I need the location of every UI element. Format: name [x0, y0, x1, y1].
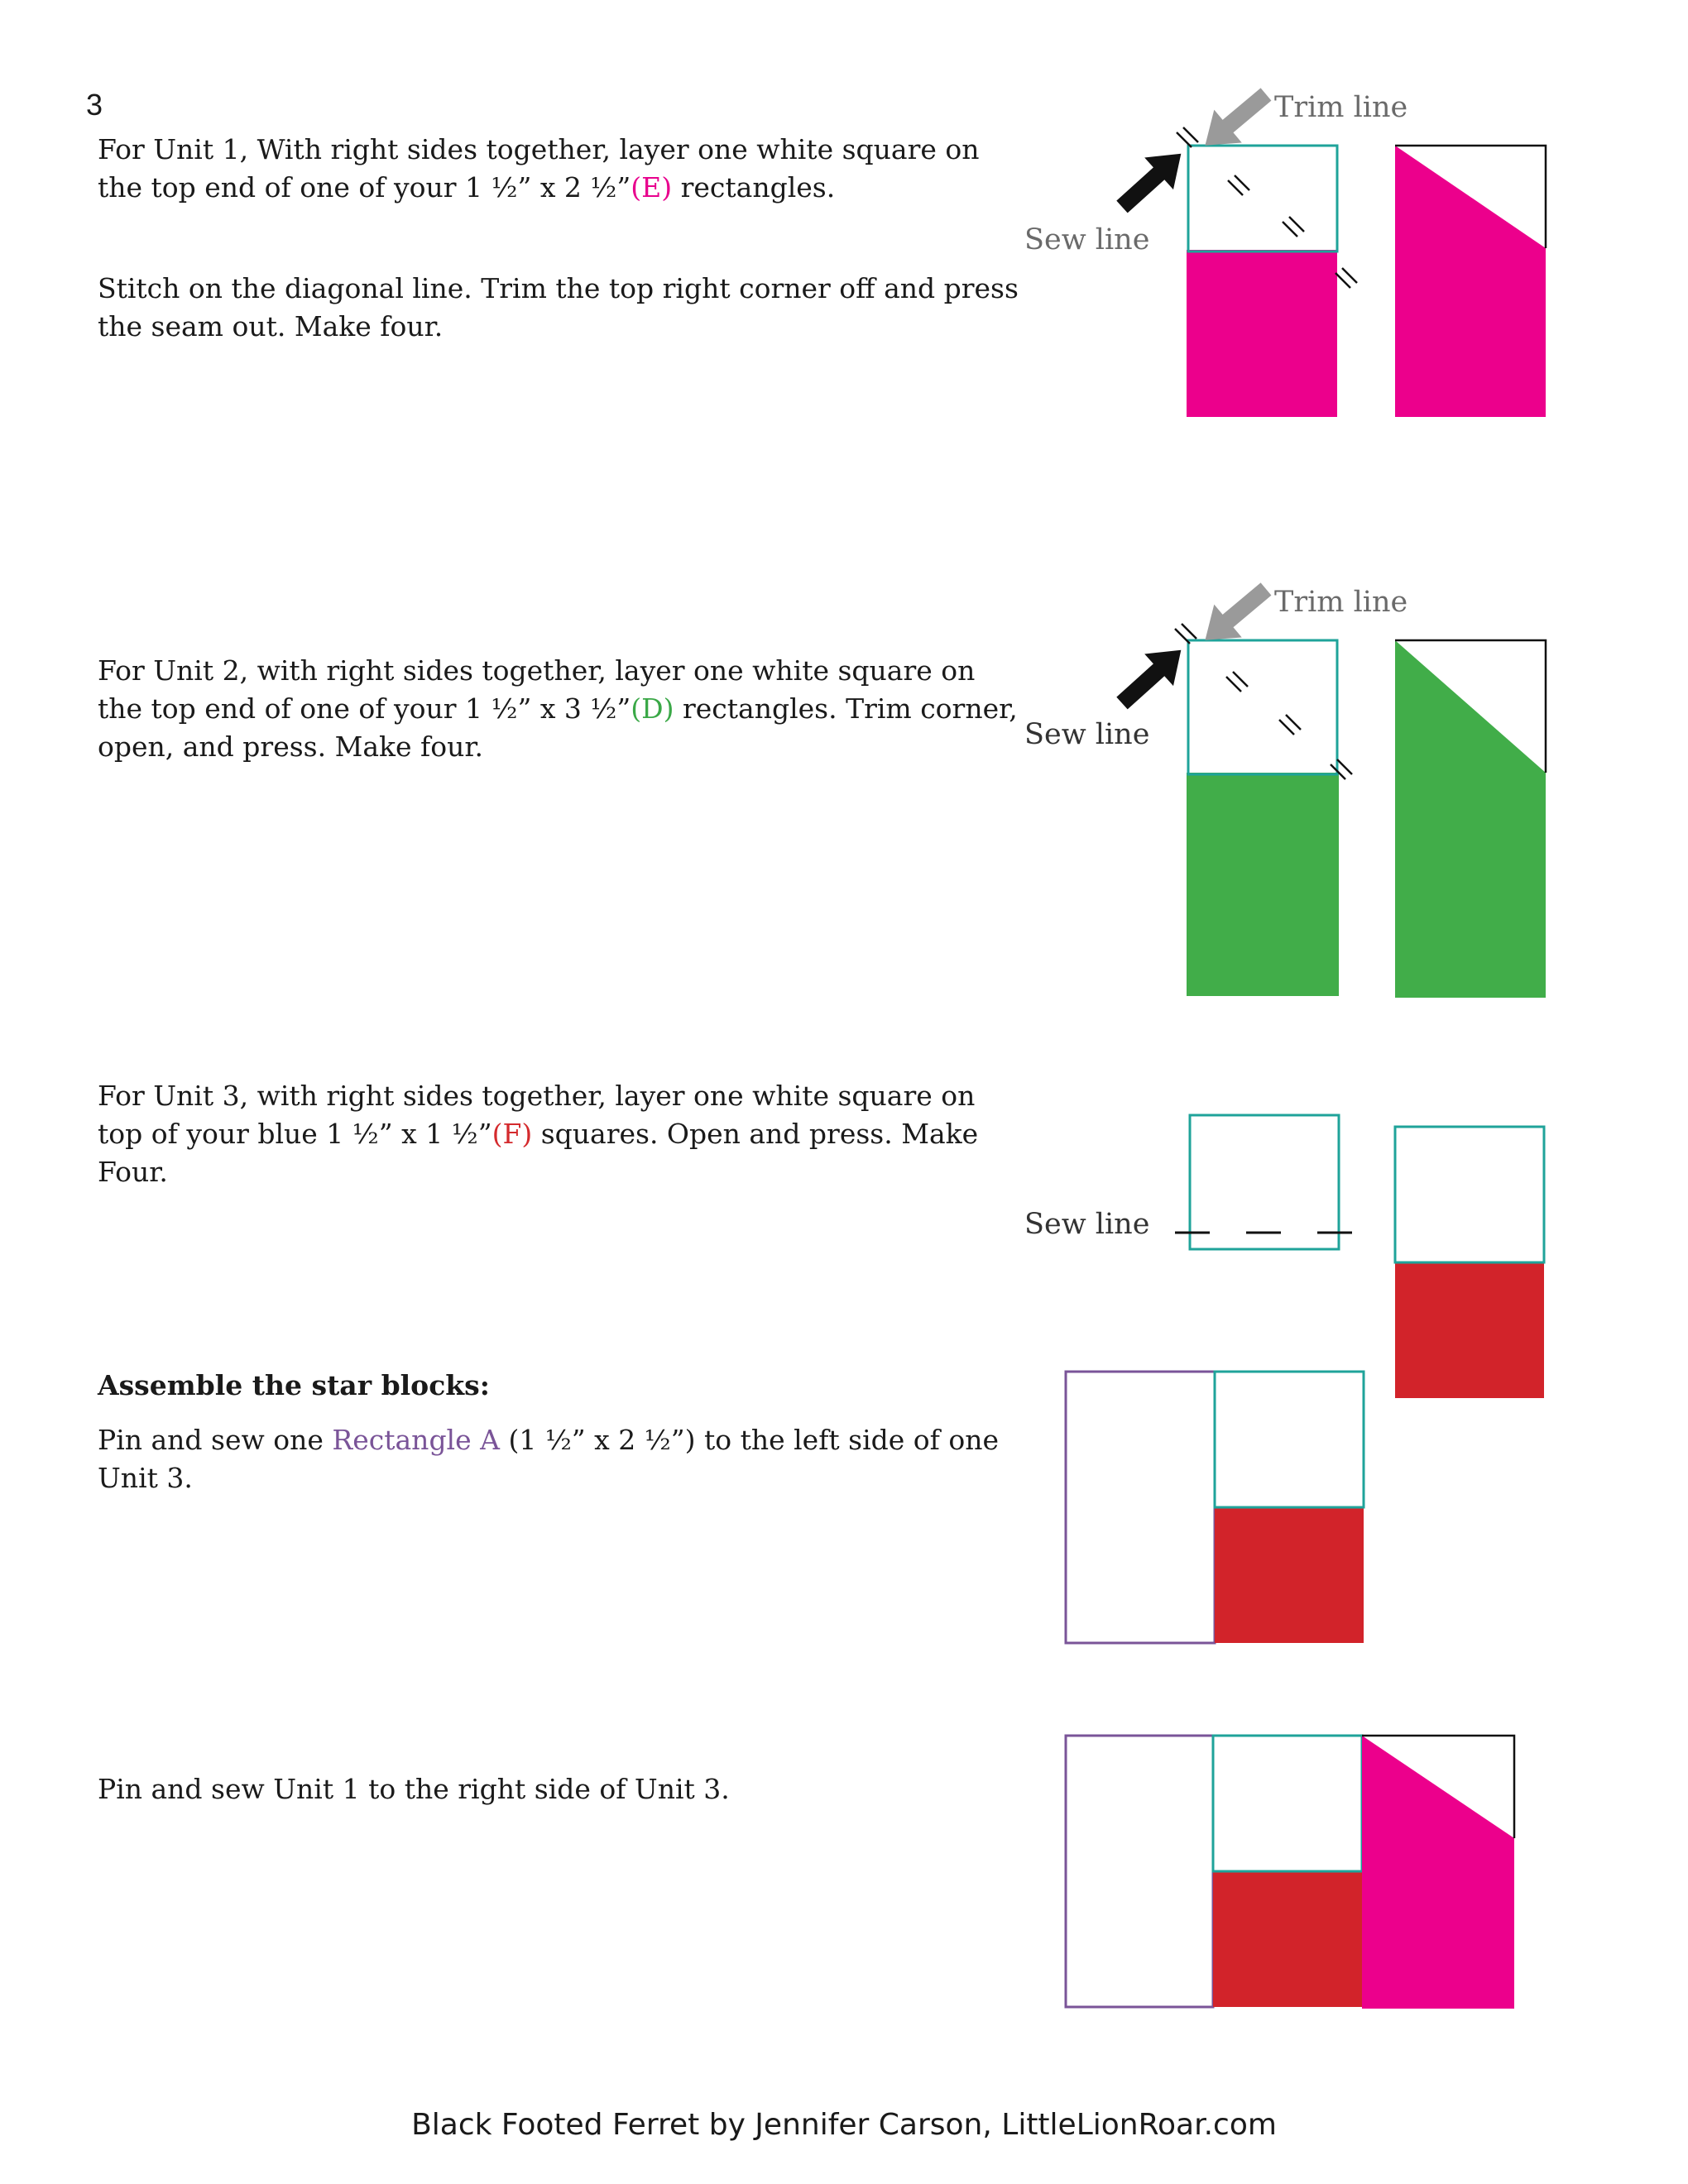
assemble-instruction-2: Pin and sew Unit 1 to the right side of Unit 3. [98, 1773, 730, 1805]
unit2-sew-arrow-icon [1108, 634, 1196, 719]
unit2-green-shape [1395, 640, 1546, 998]
unit1-white-square [1188, 146, 1337, 251]
step3-instruction: For Unit 3, with right sides together, layer one white square on top of your blue 1 ½” x 1 ½”(F) squares. Open and press. Make Four. [98, 1080, 979, 1188]
step2-instruction: For Unit 2, with right sides together, layer one white square on the top end of one of your 1 ½” x 3 ½”(D) rectangles. Trim corner, open, and press. Make four. [98, 654, 1018, 763]
sew-line-label-1: Sew line [1024, 223, 1150, 256]
assemble-step1-diagram [1066, 1372, 1364, 1643]
footer-credit: Black Footed Ferret by Jennifer Carson, LittleLionRoar.com [411, 2108, 1277, 2142]
trim-line-label-1: Trim line [1274, 91, 1408, 124]
sew-line-label-3: Sew line [1024, 1208, 1150, 1241]
unit2-sew-dashes [1175, 624, 1352, 779]
unit3-red-square [1395, 1262, 1544, 1398]
unit2-trim-arrow-icon [1192, 572, 1280, 657]
unit2-before-diagram [1108, 572, 1352, 996]
step1-instruction-2: Stitch on the diagonal line. Trim the top right corner off and press the seam out. Make four. [98, 272, 1019, 342]
unit1-before-diagram [1108, 78, 1357, 417]
rectangle-a-shape [1066, 1372, 1215, 1643]
unit3-before-diagram [1175, 1115, 1352, 1249]
unit1-after-diagram [1395, 146, 1546, 417]
fabric-code-d: (D) [631, 692, 674, 725]
unit1-trim-arrow-icon [1192, 78, 1280, 162]
assemble-step2-diagram [1066, 1736, 1514, 2009]
trim-line-label-2: Trim line [1274, 586, 1408, 619]
unit3-white-square [1190, 1115, 1339, 1249]
rectangle-a-label: Rectangle A [332, 1424, 500, 1456]
fabric-code-f: (F) [492, 1118, 533, 1150]
assemble-heading: Assemble the star blocks: [98, 1369, 490, 1401]
unit1-sew-arrow-icon [1108, 137, 1196, 223]
unit2-white-square [1188, 640, 1337, 774]
page-number: 3 [86, 88, 103, 122]
sew-line-label-2: Sew line [1024, 718, 1150, 751]
assemble-instruction: Pin and sew one Rectangle A (1 ½” x 2 ½”) to the left side of one Unit 3. [98, 1424, 1000, 1494]
unit1-pink-rectangle [1187, 250, 1337, 417]
step1-instruction: For Unit 1, With right sides together, layer one white square on the top end of one of your 1 ½” x 2 ½”(E) rectangles. [98, 133, 980, 204]
unit1-pink-shape [1395, 146, 1546, 417]
unit2-after-diagram [1395, 640, 1546, 998]
fabric-code-e: (E) [631, 171, 673, 204]
unit3-after-diagram [1395, 1127, 1544, 1398]
unit2-green-rectangle [1187, 773, 1339, 996]
